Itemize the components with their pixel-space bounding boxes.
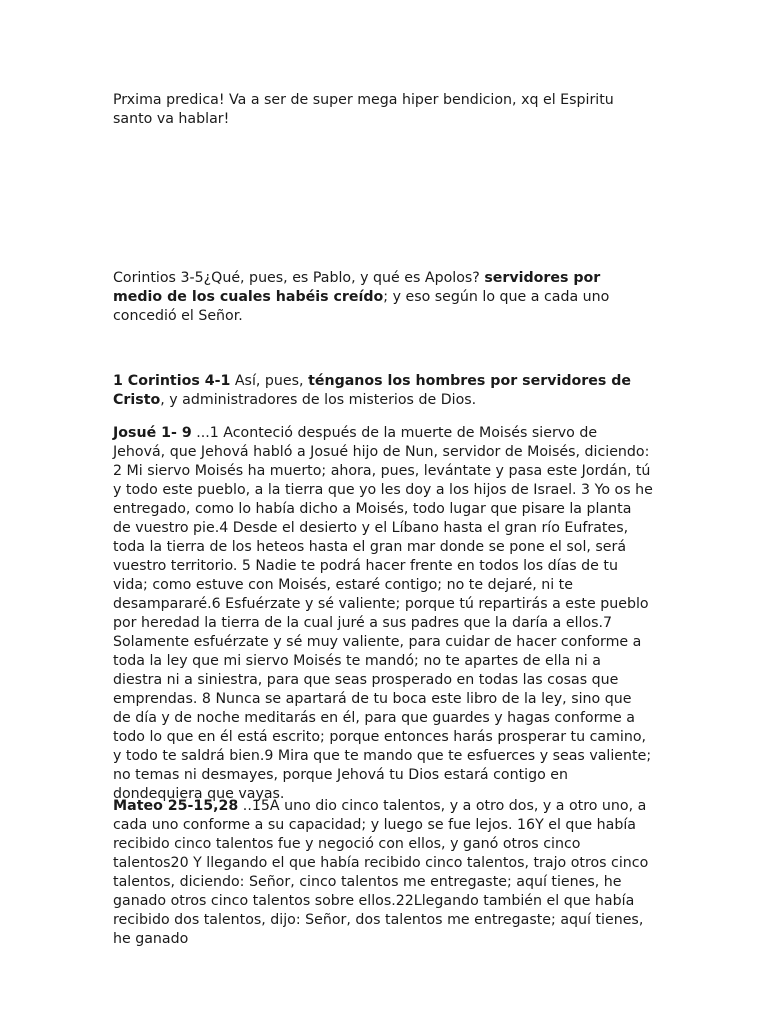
mateo-paragraph <box>113 797 653 949</box>
corintios-4-reference: 1 Corintios 4-1 <box>113 373 231 389</box>
corintios-4-bold-text: ténganos los hombres por servidores de Cristo <box>113 373 632 408</box>
corintios-4-text-after: , y administradores de los misterios de Dios. <box>160 392 477 408</box>
josue-text: ...1 Aconteció después de la muerte de Moisés siervo de Jehová, que Jehová habló a Josué hijo de Nun, servidor de Moisés, diciendo: 2 Mi siervo Moisés ha muerto; ahora, pues, levántate y pasa este Jordán, tú y todo este pueblo, a la tierra que yo les doy a los hijos de Israel. 3 Yo os he entregado, como lo había dicho a Moisés, todo lugar que pisare la planta de vuestro pie.4 Desde el desierto y el Líbano hasta el gran río Eufrates, toda la tierra de los heteos hasta el gran mar donde se pone el sol, será vuestro territorio. 5 Nadie te podrá hacer frente en todos los días de tu vida; como estuve con Moisés, estaré contigo; no te dejaré, ni te desampararé.6 Esfuérzate y sé valiente; porque tú repartirás a este pueblo por heredad la tierra de la cual juré a sus padres que la daría a ellos.7 Solamente esfuérzate y sé muy valiente, para cuidar de hacer conforme a toda la ley que mi siervo Moisés te mandó; no te apartes de ella ni a diestra ni a siniestra, para que seas prosperado en todas las cosas que emprendas. 8 Nunca se apartará de tu boca este libro de la ley, sino que de día y de noche meditarás en él, para que guardes y hagas conforme a todo lo que en él está escrito; porque entonces harás prosperar tu camino, y todo te saldrá bien.9 Mira que te mando que te esfuerces y seas valiente; no temas ni desmayes, porque Jehová tu Dios estará contigo en dondequiera que vayas. <box>113 425 653 802</box>
corintios-3-paragraph <box>113 269 653 326</box>
corintios-3-text-after: ; y eso según lo que a cada uno concedió el Señor. <box>113 289 610 324</box>
mateo-reference: Mateo 25-15,28 <box>113 798 239 814</box>
intro-paragraph <box>113 91 653 129</box>
intro-text: Prxima predica! Va a ser de super mega hiper bendicion, xq el Espiritu santo va hablar! <box>113 92 614 127</box>
josue-reference: Josué 1- 9 <box>113 425 192 441</box>
corintios-3-bold-text: servidores por medio de los cuales habéis creído <box>113 270 601 305</box>
corintios-3-text-before: ¿Qué, pues, es Pablo, y qué es Apolos? <box>203 270 485 286</box>
josue-paragraph <box>113 424 653 804</box>
corintios-4-paragraph <box>113 372 653 410</box>
mateo-text: ..15A uno dio cinco talentos, y a otro dos, y a otro uno, a cada uno conforme a su capacidad; y luego se fue lejos. 16Y el que había recibido cinco talentos fue y negoció con ellos, y ganó otros cinco talentos20 Y llegando el que había recibido cinco talentos, trajo otros cinco talentos, diciendo: Señor, cinco talentos me entregaste; aquí tienes, he ganado otros cinco talentos sobre ellos.22Llegando también el que había recibido dos talentos, dijo: Señor, dos talentos me entregaste; aquí tienes, he ganado <box>113 798 649 947</box>
corintios-4-text-before: Así, pues, <box>230 373 309 389</box>
corintios-3-reference: Corintios 3-5 <box>113 270 204 286</box>
